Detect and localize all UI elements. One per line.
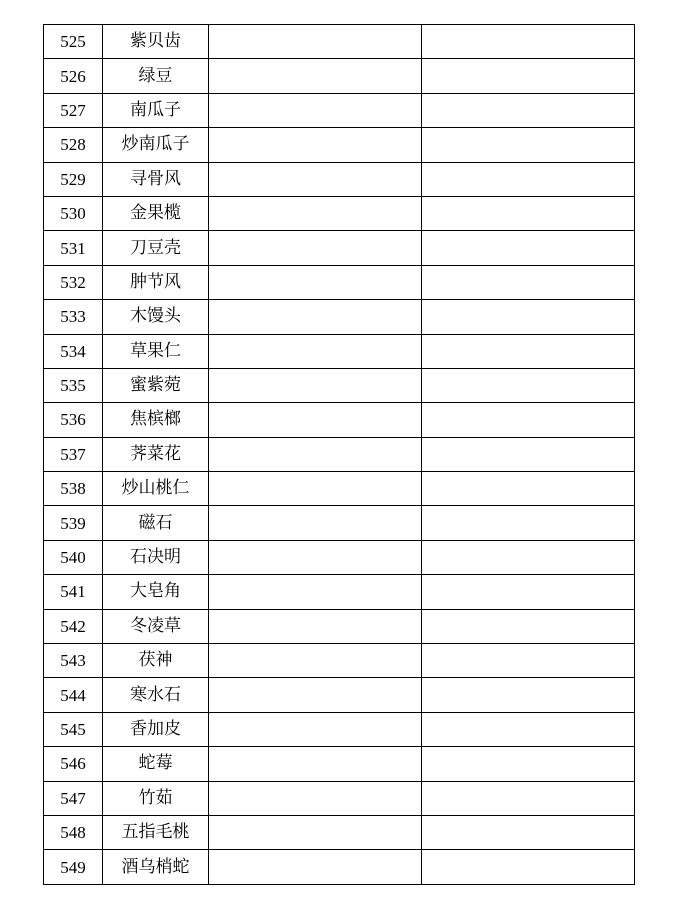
table-row xyxy=(44,128,635,162)
table-row xyxy=(44,609,635,643)
blank-cell xyxy=(422,781,635,815)
blank-cell xyxy=(422,437,635,471)
table-row xyxy=(44,300,635,334)
blank-cell xyxy=(422,747,635,781)
herb-name: 木馒头 xyxy=(103,300,209,334)
row-number: 529 xyxy=(44,162,103,196)
herb-name: 炒山桃仁 xyxy=(103,472,209,506)
herb-name: 竹茹 xyxy=(103,781,209,815)
row-number: 542 xyxy=(44,609,103,643)
table-row xyxy=(44,850,635,884)
row-number: 549 xyxy=(44,850,103,884)
table-row xyxy=(44,815,635,849)
blank-cell xyxy=(422,540,635,574)
blank-cell xyxy=(209,368,422,402)
blank-cell xyxy=(209,231,422,265)
row-number: 530 xyxy=(44,196,103,230)
table-row xyxy=(44,506,635,540)
row-number: 538 xyxy=(44,472,103,506)
blank-cell xyxy=(422,712,635,746)
row-number: 544 xyxy=(44,678,103,712)
herb-name: 磁石 xyxy=(103,506,209,540)
table-row xyxy=(44,265,635,299)
herb-name: 茯神 xyxy=(103,644,209,678)
herb-name: 寻骨风 xyxy=(103,162,209,196)
blank-cell xyxy=(209,334,422,368)
herb-list-sheet xyxy=(43,24,635,885)
blank-cell xyxy=(422,368,635,402)
row-number: 532 xyxy=(44,265,103,299)
table-row xyxy=(44,644,635,678)
herb-name: 草果仁 xyxy=(103,334,209,368)
blank-cell xyxy=(209,59,422,93)
blank-cell xyxy=(209,93,422,127)
blank-cell xyxy=(209,128,422,162)
blank-cell xyxy=(422,196,635,230)
herb-name: 紫贝齿 xyxy=(103,25,209,59)
table-row xyxy=(44,162,635,196)
blank-cell xyxy=(422,850,635,884)
blank-cell xyxy=(422,231,635,265)
table-row xyxy=(44,781,635,815)
herb-name: 南瓜子 xyxy=(103,93,209,127)
blank-cell xyxy=(209,25,422,59)
row-number: 527 xyxy=(44,93,103,127)
blank-cell xyxy=(422,59,635,93)
table-row xyxy=(44,575,635,609)
blank-cell xyxy=(209,575,422,609)
herb-name: 肿节风 xyxy=(103,265,209,299)
row-number: 534 xyxy=(44,334,103,368)
blank-cell xyxy=(422,609,635,643)
table-row xyxy=(44,59,635,93)
herb-name: 大皂角 xyxy=(103,575,209,609)
blank-cell xyxy=(209,540,422,574)
herb-name: 蛇莓 xyxy=(103,747,209,781)
blank-cell xyxy=(422,265,635,299)
herb-name: 冬凌草 xyxy=(103,609,209,643)
herb-name: 绿豆 xyxy=(103,59,209,93)
herb-name: 刀豆壳 xyxy=(103,231,209,265)
blank-cell xyxy=(422,815,635,849)
row-number: 533 xyxy=(44,300,103,334)
blank-cell xyxy=(422,403,635,437)
blank-cell xyxy=(422,575,635,609)
blank-cell xyxy=(422,472,635,506)
table-row xyxy=(44,231,635,265)
herb-name: 炒南瓜子 xyxy=(103,128,209,162)
herb-name: 荠菜花 xyxy=(103,437,209,471)
herb-name: 五指毛桃 xyxy=(103,815,209,849)
herb-table-body xyxy=(44,25,635,885)
row-number: 545 xyxy=(44,712,103,746)
blank-cell xyxy=(422,300,635,334)
blank-cell xyxy=(209,472,422,506)
blank-cell xyxy=(209,265,422,299)
table-row xyxy=(44,93,635,127)
herb-name: 蜜紫菀 xyxy=(103,368,209,402)
blank-cell xyxy=(422,644,635,678)
table-row xyxy=(44,334,635,368)
blank-cell xyxy=(422,334,635,368)
table-row xyxy=(44,368,635,402)
blank-cell xyxy=(422,128,635,162)
table-row xyxy=(44,472,635,506)
row-number: 536 xyxy=(44,403,103,437)
table-row xyxy=(44,540,635,574)
blank-cell xyxy=(209,403,422,437)
herb-name: 金果榄 xyxy=(103,196,209,230)
herb-name: 焦槟榔 xyxy=(103,403,209,437)
blank-cell xyxy=(209,196,422,230)
blank-cell xyxy=(209,712,422,746)
blank-cell xyxy=(209,747,422,781)
blank-cell xyxy=(209,300,422,334)
table-row xyxy=(44,678,635,712)
blank-cell xyxy=(209,437,422,471)
blank-cell xyxy=(209,609,422,643)
blank-cell xyxy=(209,850,422,884)
row-number: 547 xyxy=(44,781,103,815)
row-number: 535 xyxy=(44,368,103,402)
herb-name: 寒水石 xyxy=(103,678,209,712)
blank-cell xyxy=(422,506,635,540)
row-number: 539 xyxy=(44,506,103,540)
table-row xyxy=(44,747,635,781)
table-row xyxy=(44,25,635,59)
herb-name: 石决明 xyxy=(103,540,209,574)
blank-cell xyxy=(209,815,422,849)
herb-table xyxy=(43,24,635,885)
row-number: 548 xyxy=(44,815,103,849)
table-row xyxy=(44,403,635,437)
blank-cell xyxy=(422,93,635,127)
row-number: 543 xyxy=(44,644,103,678)
row-number: 528 xyxy=(44,128,103,162)
herb-name: 香加皮 xyxy=(103,712,209,746)
herb-name: 酒乌梢蛇 xyxy=(103,850,209,884)
row-number: 531 xyxy=(44,231,103,265)
blank-cell xyxy=(422,678,635,712)
blank-cell xyxy=(209,678,422,712)
table-row xyxy=(44,712,635,746)
row-number: 540 xyxy=(44,540,103,574)
row-number: 525 xyxy=(44,25,103,59)
blank-cell xyxy=(422,162,635,196)
blank-cell xyxy=(209,644,422,678)
blank-cell xyxy=(209,162,422,196)
row-number: 537 xyxy=(44,437,103,471)
blank-cell xyxy=(422,25,635,59)
row-number: 541 xyxy=(44,575,103,609)
blank-cell xyxy=(209,781,422,815)
table-row xyxy=(44,196,635,230)
row-number: 526 xyxy=(44,59,103,93)
table-row xyxy=(44,437,635,471)
row-number: 546 xyxy=(44,747,103,781)
blank-cell xyxy=(209,506,422,540)
